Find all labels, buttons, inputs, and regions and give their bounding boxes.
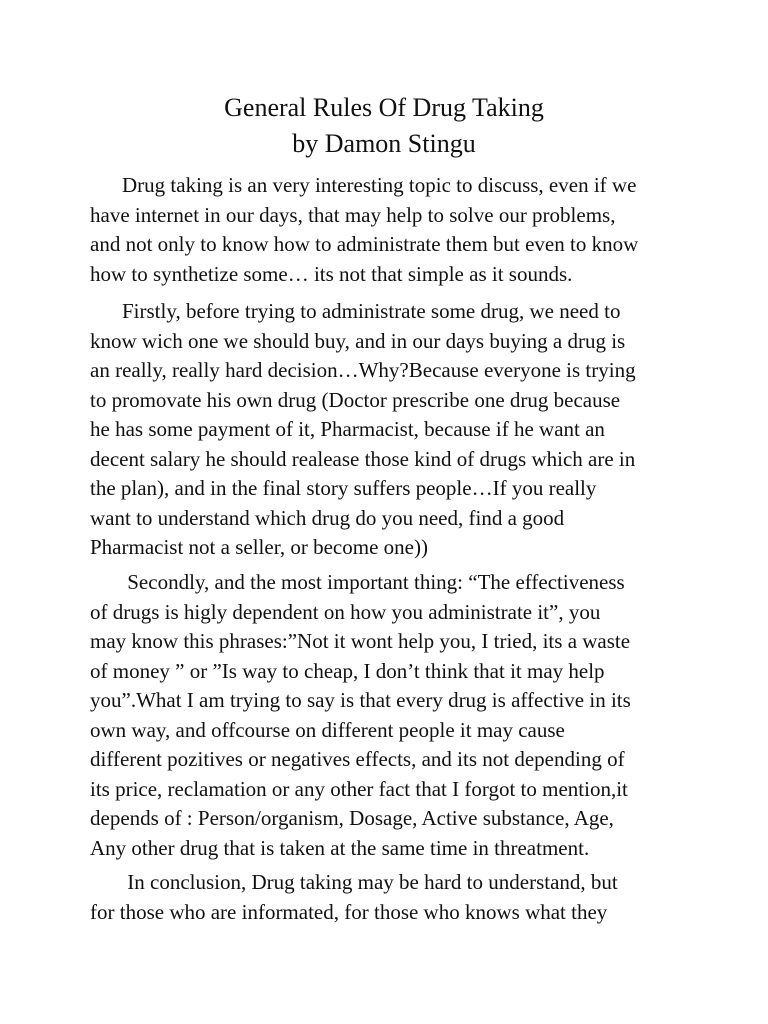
- title-block: [0, 90, 768, 162]
- paragraph-line: of money ” or ”Is way to cheap, I don’t think that it may help: [90, 658, 605, 683]
- paragraph-line: and not only to know how to administrate them but even to know: [90, 232, 639, 256]
- paragraph-line: Pharmacist not a seller, or become one)): [90, 535, 428, 559]
- paragraph-line: different pozitives or negatives effects, and its not depending of: [90, 747, 625, 771]
- paragraph-line: you”.What I am trying to say is that every drug is affective in its: [90, 688, 631, 712]
- paragraph-intro: [90, 171, 690, 289]
- paragraph-conclusion: [90, 868, 690, 927]
- document-byline: by Damon Stingu: [292, 129, 476, 158]
- paragraph-line: depends of : Person/organism, Dosage, Active substance, Age,: [90, 806, 614, 830]
- paragraph-line: Secondly, and the most important thing: “The effectiveness: [122, 570, 625, 594]
- paragraph-line: its price, reclamation or any other fact that I forgot to mention,it: [90, 776, 628, 801]
- paragraph-line: own way, and offcourse on different people it may cause: [90, 717, 565, 742]
- paragraph-line: decent salary he should realease those kind of drugs which are in: [90, 446, 636, 471]
- paragraph-line: Drug taking is an very interesting topic to discuss, even if we: [122, 173, 637, 197]
- paragraph-line: Any other drug that is taken at the same time in threatment.: [90, 835, 590, 860]
- paragraph-line: the plan), and in the final story suffers people…If you really: [90, 476, 597, 500]
- paragraph-line: to promovate his own drug (Doctor prescribe one drug because: [90, 387, 621, 412]
- paragraph-line: know wich one we should buy, and in our days buying a drug is: [90, 328, 626, 353]
- paragraph-line: for those who are informated, for those who knows what they: [90, 899, 608, 924]
- paragraph-line: Firstly, before trying to administrate some drug, we need to: [122, 299, 621, 323]
- paragraph-line: In conclusion, Drug taking may be hard to understand, but: [122, 870, 618, 894]
- paragraph-line: want to understand which drug do you need, find a good: [90, 505, 565, 530]
- paragraph-line: how to synthetize some… its not that simple as it sounds.: [90, 261, 573, 286]
- paragraph-line: an really, really hard decision…Why?Because everyone is trying: [90, 358, 636, 382]
- paragraph-line: have internet in our days, that may help to solve our problems,: [90, 202, 616, 227]
- paragraph-line: may know this phrases:”Not it wont help you, I tried, its a waste: [90, 629, 631, 653]
- paragraph-firstly: [90, 297, 690, 563]
- paragraph-secondly: [90, 568, 690, 863]
- paragraph-line: he has some payment of it, Pharmacist, because if he want an: [90, 417, 605, 441]
- paragraph-line: of drugs is higly dependent on how you administrate it”, you: [90, 599, 601, 624]
- document-title: General Rules Of Drug Taking: [224, 93, 544, 122]
